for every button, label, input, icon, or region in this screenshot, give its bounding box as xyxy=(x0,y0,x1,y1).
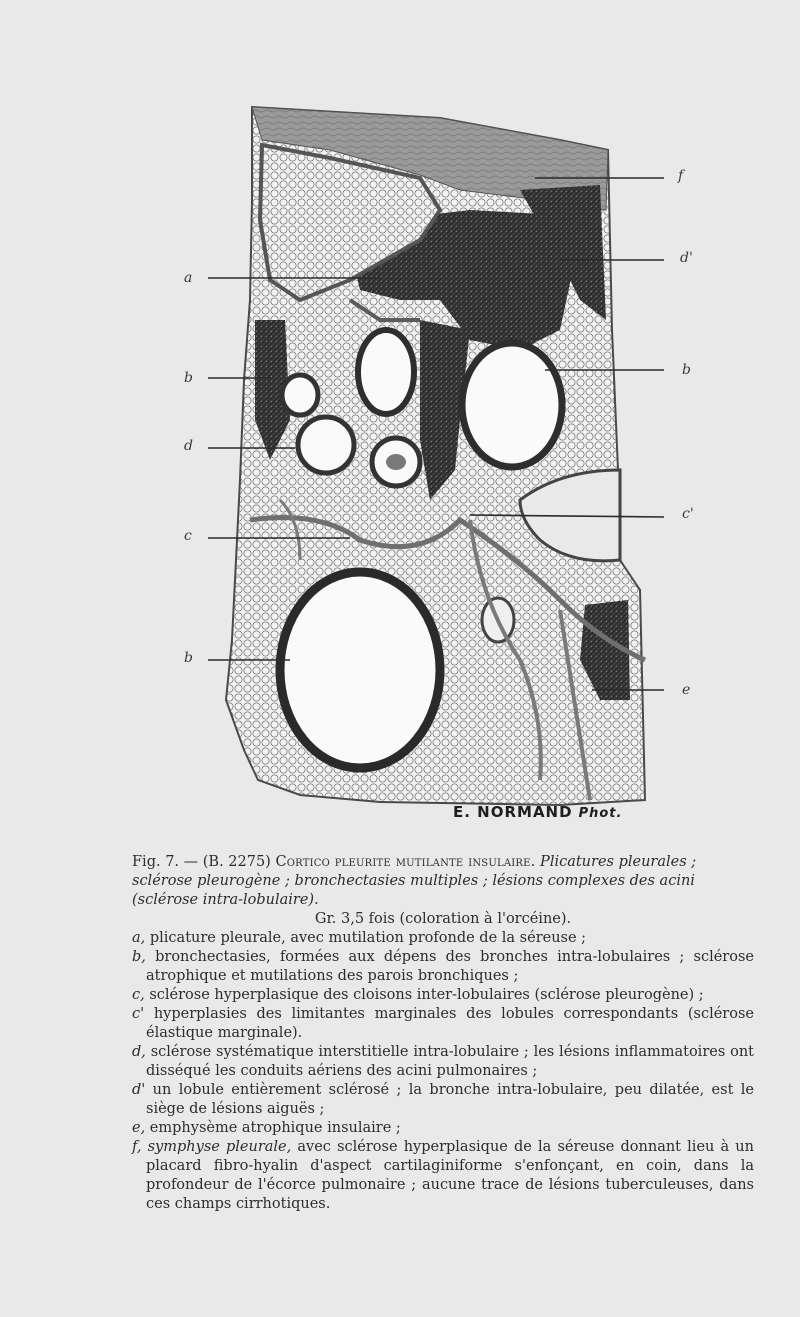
entry-key: a, xyxy=(132,930,146,946)
figure-caption xyxy=(132,853,754,1214)
label-c: c xyxy=(184,528,192,544)
entry-key: d, xyxy=(132,1044,146,1060)
caption-entry-f xyxy=(132,1138,754,1214)
entry-key: e, xyxy=(132,1120,146,1136)
caption-entry-b xyxy=(132,948,754,986)
label-d-prime: d' xyxy=(680,250,693,266)
photographer-signature xyxy=(453,803,622,821)
caption-entry-c-prime xyxy=(132,1005,754,1043)
entry-key: f, xyxy=(132,1139,142,1155)
signature-suffix: Phot. xyxy=(578,806,623,821)
entry-text: bronchectasies, formées aux dépens des bronches intra-lobulaires ; sclérose atrophique et mutilations des parois bronchiques ; xyxy=(145,949,754,984)
entry-text: avec sclérose hyperplasique de la séreuse donnant lieu à un placard fibro-hyalin d'aspect cartilaginiforme s'enfonçant, en coin, dans la profondeur de l'écorce pulmonaire ; aucune trace de lésions tuberculeuses, dans ces champs cirrhotiques. xyxy=(146,1139,754,1212)
entry-key: b, xyxy=(132,949,146,965)
entry-text: sclérose systématique interstitielle intra-lobulaire ; les lésions inflammatoires ont disséqué les conduits aériens des acini pulmonaires ; xyxy=(145,1044,754,1079)
tissue-section xyxy=(226,107,645,805)
label-a: a xyxy=(184,270,193,286)
entry-italic: symphyse pleurale, xyxy=(141,1139,292,1155)
caption-title-italic: Plicatures pleurales ; sclérose pleurogène ; bronchectasies multiples ; lésions complexes des acini (sclérose intra-lobulaire). xyxy=(132,854,697,908)
entry-text: un lobule entièrement sclérosé ; la bronche intra-lobulaire, peu dilatée, est le siège de lésions aiguës ; xyxy=(145,1082,754,1117)
caption-entry-d xyxy=(132,1043,754,1081)
label-f: f xyxy=(678,168,684,184)
caption-entry-d-prime xyxy=(132,1081,754,1119)
label-e: e xyxy=(682,682,691,698)
label-b-3: b xyxy=(682,362,691,378)
entry-text: plicature pleurale, avec mutilation profonde de la séreuse ; xyxy=(145,930,587,946)
label-b-2: b xyxy=(184,650,193,666)
caption-magnification: Gr. 3,5 fois (coloration à l'orcéine). xyxy=(314,911,572,927)
caption-fig-prefix: Fig. 7. — (B. 2275) xyxy=(132,854,276,870)
entry-key: d' xyxy=(132,1082,146,1098)
entry-key: c, xyxy=(132,987,145,1003)
caption-entry-c xyxy=(132,986,754,1005)
entry-text: sclérose hyperplasique des cloisons inter-lobulaires (sclérose pleurogène) ; xyxy=(144,987,704,1003)
caption-title xyxy=(132,853,754,910)
caption-title-smallcaps: Cortico pleurite mutilante insulaire. xyxy=(275,854,536,870)
signature-name: E. NORMAND xyxy=(453,803,573,821)
caption-entry-e xyxy=(132,1119,754,1138)
entry-text: emphysème atrophique insulaire ; xyxy=(145,1120,401,1136)
label-c-prime: c' xyxy=(682,506,694,522)
label-d: d xyxy=(184,438,193,454)
caption-entry-a xyxy=(132,929,754,948)
entry-key: c' xyxy=(132,1006,145,1022)
label-b-1: b xyxy=(184,370,193,386)
entry-text: hyperplasies des limitantes marginales des lobules correspondants (sclérose élastique marginale). xyxy=(144,1006,754,1041)
